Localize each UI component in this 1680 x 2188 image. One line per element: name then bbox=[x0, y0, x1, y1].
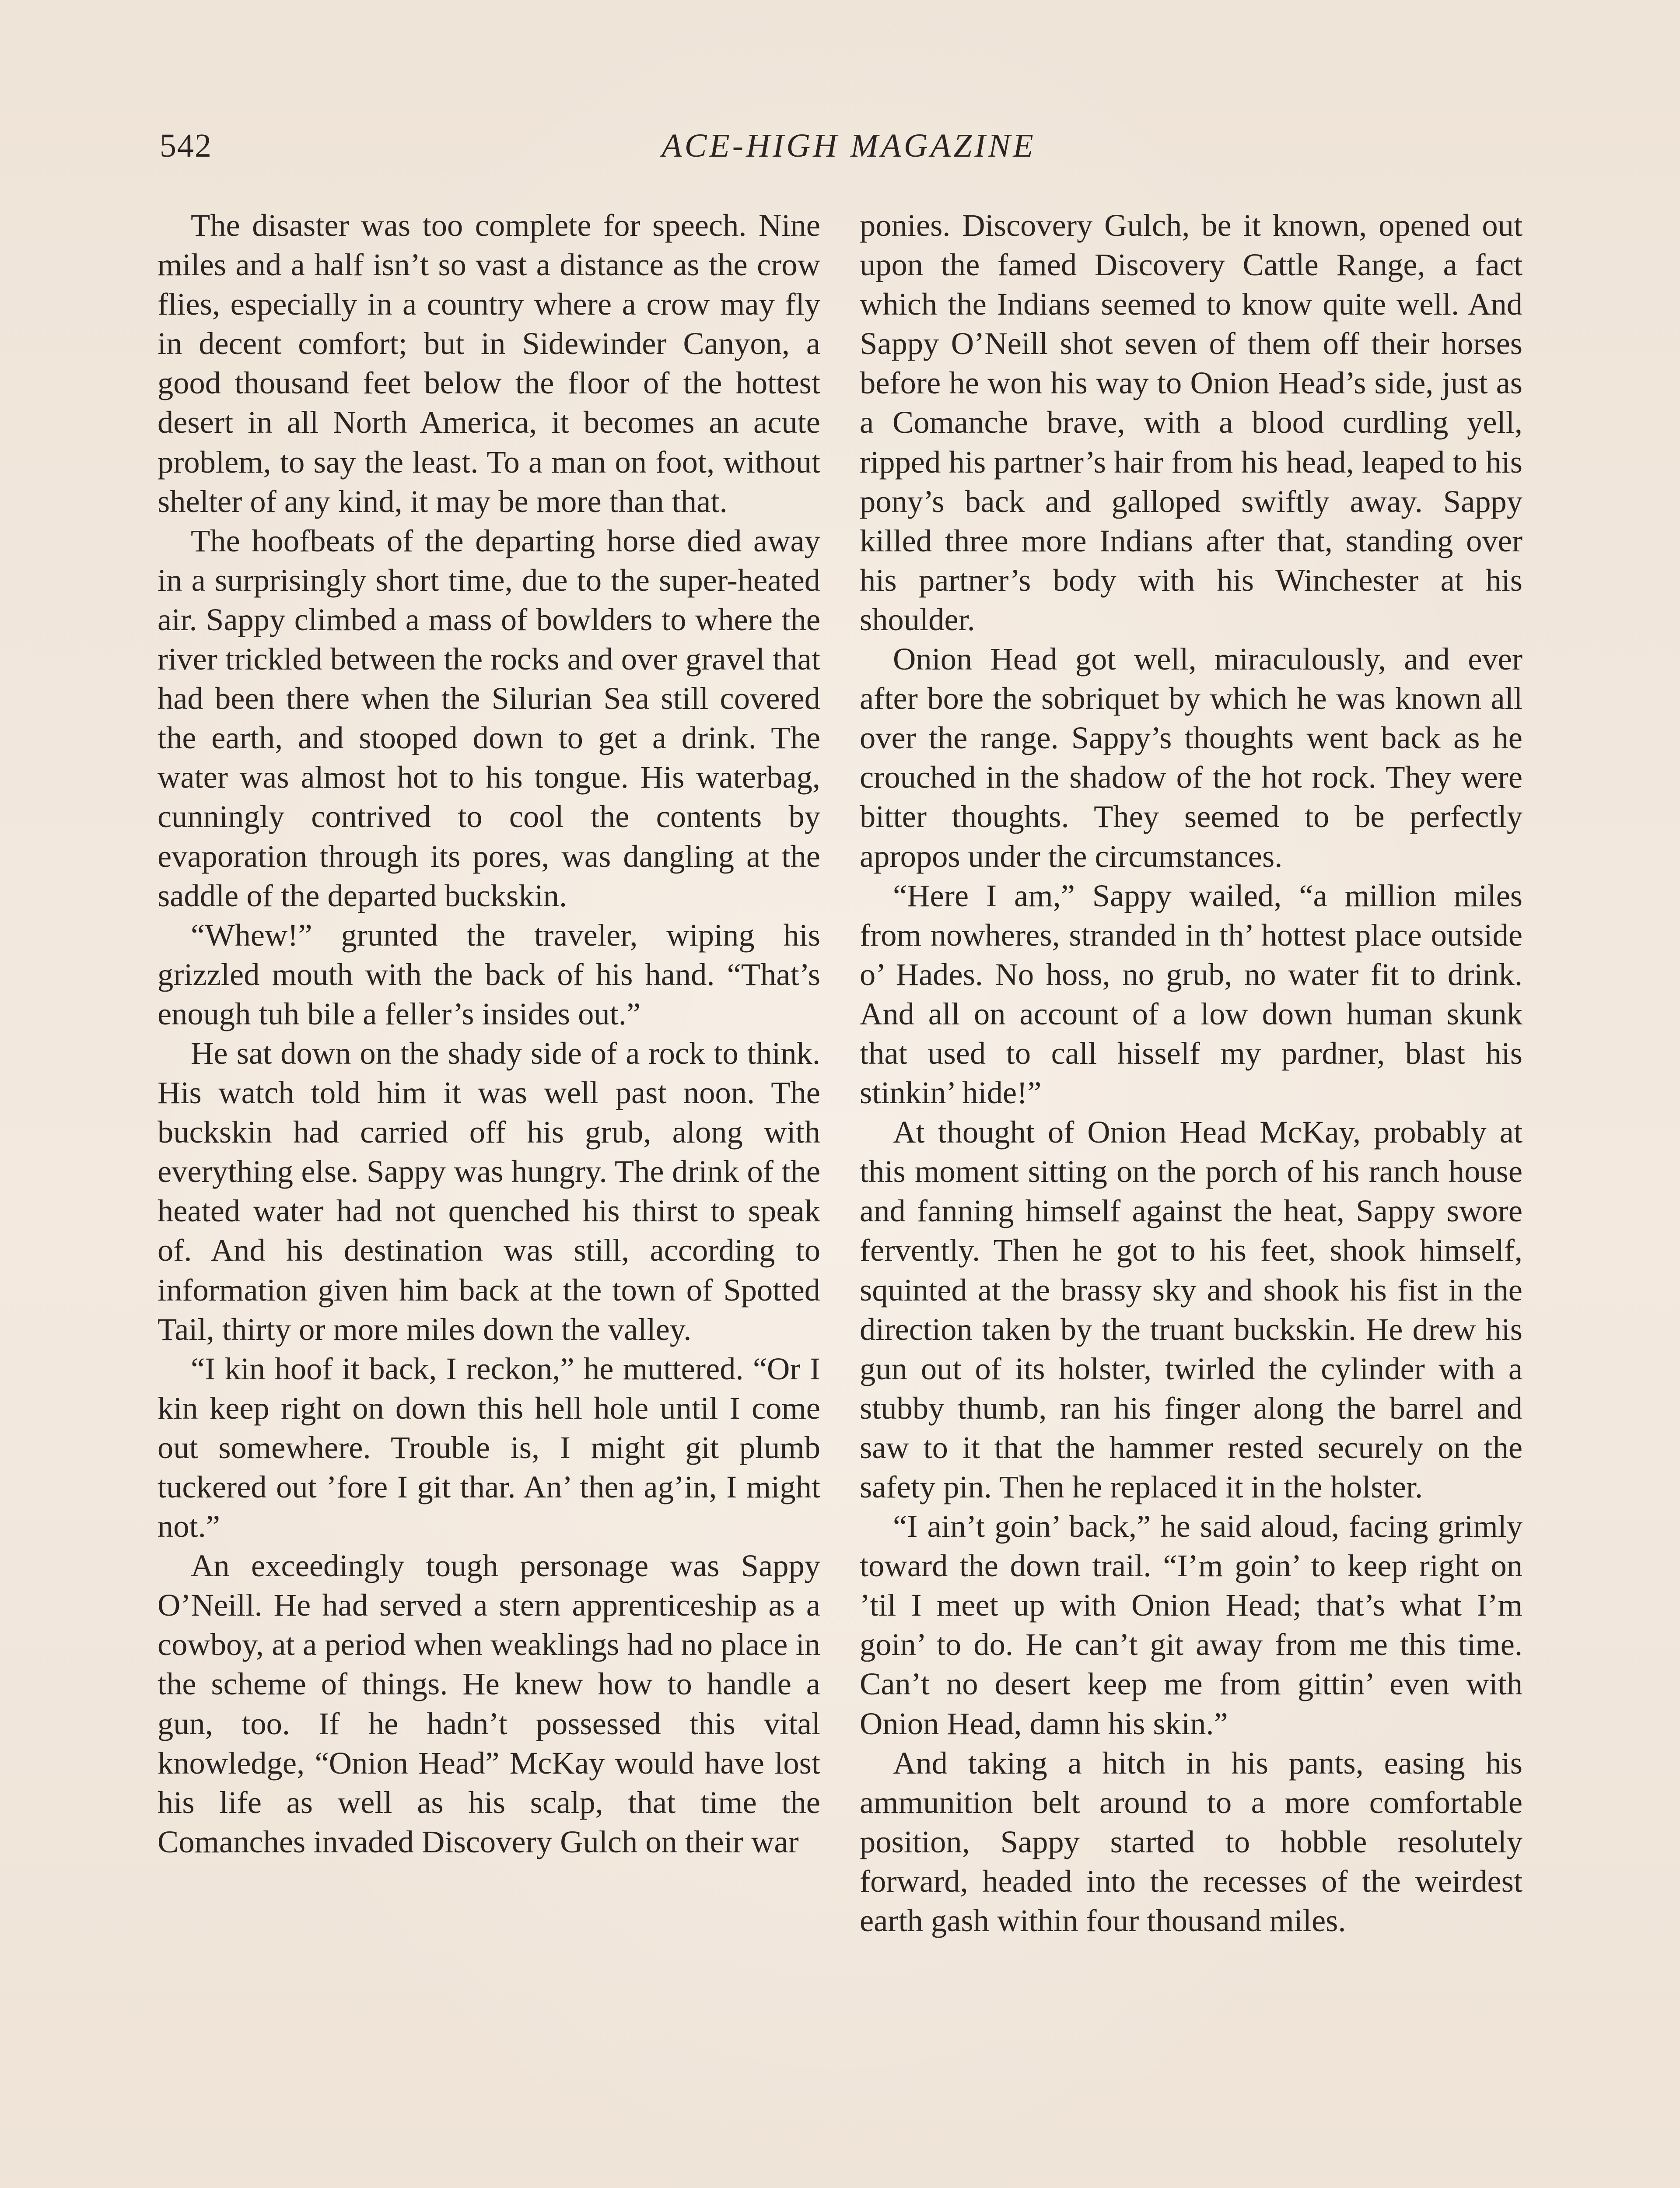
text-column-left bbox=[158, 206, 820, 1862]
page-header bbox=[160, 127, 1538, 175]
paragraph: “Here I am,” Sappy wailed, “a million miles from nowheres, stranded in th’ hottest place outside o’ Hades. No hoss, no grub, no water fit to drink. And all on account of a low down human skunk that used to call hisself my pardner, blast his stinkin’ hide!” bbox=[860, 877, 1522, 1111]
paragraph: “I kin hoof it back, I reckon,” he muttered. “Or I kin keep right on down this hell hole until I come out somewhere. Trouble is, I might git plumb tuckered out ’fore I git thar. An’ then ag’in, I might not.” bbox=[158, 1350, 820, 1544]
paragraph: He sat down on the shady side of a rock to think. His watch told him it was well past noon. The buckskin had carried off his grub, along with everything else. Sappy was hungry. The drink of the heated water had not quenched his thirst to speak of. And his destination was still, according to information given him back at the town of Spotted Tail, thirty or more miles down the valley. bbox=[158, 1035, 820, 1347]
paragraph: “I ain’t goin’ back,” he said aloud, facing grimly toward the down trail. “I’m goin’ to keep right on ’til I meet up with Onion Head; that’s what I’m goin’ to do. He can’t git away from me this time. Can’t no desert keep me from gittin’ even with Onion Head, damn his skin.” bbox=[860, 1508, 1522, 1741]
text-column-right bbox=[860, 206, 1522, 1940]
page-number: 542 bbox=[160, 127, 212, 164]
paragraph: An exceedingly tough personage was Sappy O’Neill. He had served a stern apprenticeship as a cowboy, at a period when weaklings had no place in the scheme of things. He knew how to handle a gun, too. If he hadn’t possessed this vital knowledge, “Onion Head” McKay would have lost his life as well as his scalp, that time the Comanches invaded Discovery Gulch on their war bbox=[158, 1548, 820, 1859]
paragraph: “Whew!” grunted the traveler, wiping his grizzled mouth with the back of his hand. “That’s enough tuh bile a feller’s insides out.” bbox=[158, 917, 820, 1031]
paragraph: Onion Head got well, miraculously, and ever after bore the sobriquet by which he was known all over the range. Sappy’s thoughts went back as he crouched in the shadow of the hot rock. They were bitter thoughts. They seemed to be perfectly apropos under the circumstances. bbox=[860, 641, 1522, 874]
paragraph: At thought of Onion Head McKay, probably at this moment sitting on the porch of his ranch house and fanning himself against the heat, Sappy swore fervently. Then he got to his feet, shook himself, squinted at the brassy sky and shook his fist in the direction taken by the truant buckskin. He drew his gun out of its holster, twirled the cylinder with a stubby thumb, ran his finger along the barrel and saw to it that the hammer rested securely on the safety pin. Then he replaced it in the holster. bbox=[860, 1114, 1522, 1504]
running-head: ACE-HIGH MAGAZINE bbox=[662, 127, 1036, 164]
paragraph: And taking a hitch in his pants, easing his ammunition belt around to a more comfortable position, Sappy started to hobble resolutely forward, headed into the recesses of the weirdest earth gash within four thousand miles. bbox=[860, 1745, 1522, 1939]
paragraph-continued: ponies. Discovery Gulch, be it known, opened out upon the famed Discovery Cattle Range, a fact which the Indians seemed to know quite well. And Sappy O’Neill shot seven of them off their horses before he won his way to Onion Head’s side, just as a Comanche brave, with a blood curdling yell, ripped his partner’s hair from his head, leaped to his pony’s back and galloped swiftly away. Sappy killed three more Indians after that, standing over his partner’s body with his Winchester at his shoulder. bbox=[860, 207, 1522, 637]
paragraph: The disaster was too complete for speech. Nine miles and a half isn’t so vast a distance as the crow flies, especially in a country where a crow may fly in decent comfort; but in Sidewinder Canyon, a good thousand feet below the floor of the hottest desert in all North America, it becomes an acute problem, to say the least. To a man on foot, without shelter of any kind, it may be more than that. bbox=[158, 207, 820, 519]
paragraph: The hoofbeats of the departing horse died away in a surprisingly short time, due to the super-heated air. Sappy climbed a mass of bowlders to where the river trickled between the rocks and over gravel that had been there when the Silurian Sea still covered the earth, and stooped down to get a drink. The water was almost hot to his tongue. His waterbag, cunningly contrived to cool the contents by evaporation through its pores, was dangling at the saddle of the departed buckskin. bbox=[158, 522, 820, 913]
